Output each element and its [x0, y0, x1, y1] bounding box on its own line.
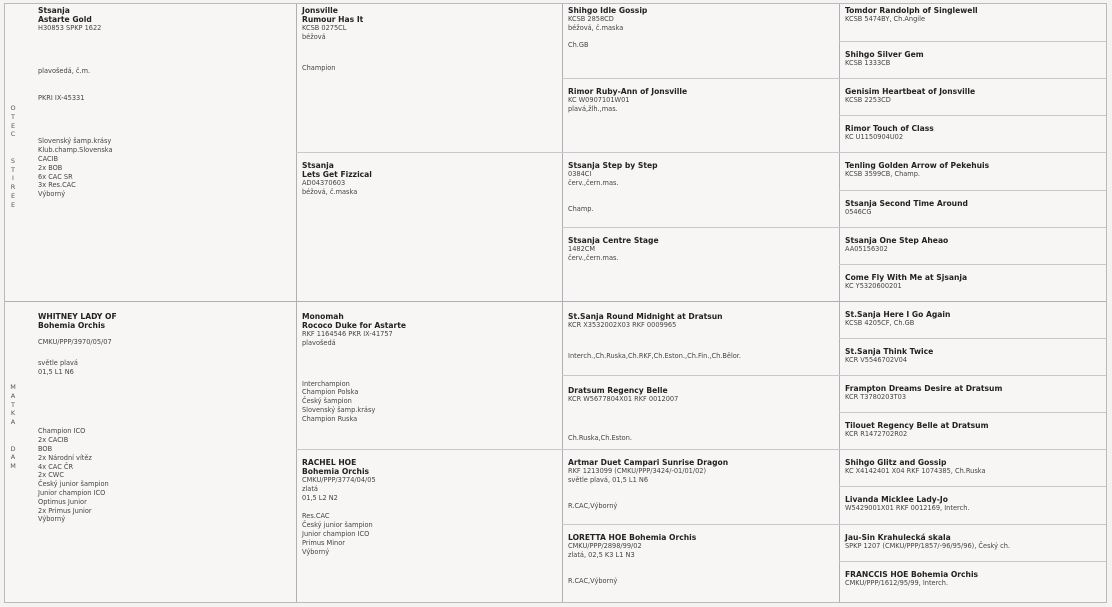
- ancestor-reg: 1482CM: [568, 245, 596, 253]
- ancestor-name: LORETTA HOE Bohemia Orchis: [568, 533, 697, 542]
- ancestor-title: Champion Ruska: [302, 414, 358, 423]
- gen4-cell: [840, 79, 1106, 115]
- ancestor-health: 01,5 L2 N2: [302, 493, 338, 502]
- gen4-cell: [840, 4, 1106, 41]
- ancestor-info: KCSB 1333CB: [845, 59, 891, 67]
- ancestor-name: Rimor Touch of Class: [845, 124, 934, 133]
- grandparent-cell: [297, 450, 562, 602]
- ancestor-title: Champion Polska: [302, 388, 359, 397]
- dam-title: 4x CAC ČR: [38, 462, 74, 471]
- dam-name-2: Bohemia Orchis: [38, 321, 106, 330]
- ancestor-name: Tilouet Regency Belle at Dratsum: [845, 421, 989, 430]
- ancestor-color: plavošedá: [302, 338, 336, 347]
- ancestor-note: Ch.GB: [568, 40, 589, 49]
- ancestor-title: Res.CAC: [302, 512, 330, 521]
- ancestor-name: RACHEL HOE: [302, 458, 357, 467]
- ancestor-name: Come Fly With Me at Sjsanja: [845, 273, 968, 282]
- ancestor-reg: KCSB 2858CD: [568, 15, 614, 23]
- sire-title: 2x BOB: [38, 163, 63, 172]
- sire-title: CACIB: [38, 154, 59, 163]
- dam-title: Výborný: [38, 515, 66, 524]
- ancestor-info: AA05156302: [845, 245, 888, 253]
- dam-title: 2x Primus Junior: [38, 506, 92, 515]
- ancestor-reg: CMKU/PPP/3774/04/05: [302, 476, 376, 484]
- dam-title: Optimus Junior: [38, 497, 87, 506]
- sire-name-2: Astarte Gold: [38, 15, 92, 24]
- great-grandparent-cell: [563, 450, 839, 524]
- sire-color: plavošedá, č.m.: [38, 66, 91, 75]
- ancestor-title: Interchampion: [302, 379, 350, 388]
- gen4-cell: [840, 302, 1106, 338]
- ancestor-name: Shihgo Idle Gossip: [568, 6, 648, 15]
- ancestor-note: Champ.: [568, 204, 594, 213]
- dam-title: 2x CWC: [38, 471, 64, 480]
- sire-title: 3x Res.CAC: [38, 181, 76, 190]
- ancestor-color: béžová: [302, 32, 326, 41]
- sire-reg: H30853 SPKP 1622: [38, 24, 102, 32]
- ancestor-title: Český junior šampion: [302, 521, 373, 530]
- ancestor-info: KCSB 5474BY, Ch.Angile: [845, 15, 926, 23]
- ancestor-color: plavá,žlh.,mas.: [568, 104, 618, 113]
- ancestor-name: Stsanja Step by Step: [568, 161, 658, 170]
- dam-title: 2x CACIB: [38, 436, 69, 445]
- ancestor-name: Frampton Dreams Desire at Dratsum: [845, 384, 1003, 393]
- ancestor-color: červ.,čern.mas.: [568, 178, 619, 187]
- dam-reg: CMKU/PPP/3970/05/07: [38, 338, 112, 346]
- ancestor-info: KCSB 4205CF, Ch.GB: [845, 319, 915, 327]
- gen4-cell: [840, 153, 1106, 190]
- ancestor-name-2: Lets Get Fizzical: [302, 170, 372, 179]
- dam-title: BOB: [38, 444, 53, 453]
- sire-title: Výborný: [38, 190, 66, 199]
- gen4-cell: [840, 265, 1106, 301]
- dam-title: Junior champion ICO: [38, 488, 106, 497]
- ancestor-name: Monomah: [302, 312, 344, 321]
- ancestor-name: Stsanja Second Time Around: [845, 199, 968, 208]
- ancestor-info: KC U1150904U02: [845, 133, 904, 141]
- ancestor-title: Český šampion: [302, 397, 352, 406]
- ancestor-title: Champion: [302, 63, 336, 72]
- grandparent-cell: [297, 153, 562, 301]
- gen4-cell: [840, 339, 1106, 375]
- gen4-cell: [840, 116, 1106, 152]
- sire-pkr: PKRI IX-45331: [38, 93, 85, 102]
- ancestor-color: červ.,čern.mas.: [568, 253, 619, 262]
- sire-title: 6x CAC SR: [38, 172, 73, 181]
- dam-color: světle plavá: [38, 358, 78, 367]
- ancestor-info: KCR V5546702V04: [845, 356, 908, 364]
- ancestor-color: zlatá: [302, 484, 318, 493]
- ancestor-reg: KCSB 0275CL: [302, 24, 347, 32]
- ancestor-color: béžová, č.maska: [302, 187, 358, 196]
- great-grandparent-cell: [563, 376, 839, 449]
- ancestor-title: Slovenský šamp.krásy: [302, 405, 376, 414]
- great-grandparent-cell: [563, 525, 839, 602]
- ancestor-title: Výborný: [302, 547, 330, 556]
- ancestor-name: St.Sanja Round Midnight at Dratsun: [568, 312, 723, 321]
- dam-title: 2x Národní vítěz: [38, 453, 92, 462]
- ancestor-name: FRANCCIS HOE Bohemia Orchis: [845, 570, 979, 579]
- ancestor-info: SPKP 1207 (CMKU/PPP/1857/-96/95/96), Český ch.: [845, 542, 1010, 550]
- ancestor-name: Artmar Duet Campari Sunrise Dragon: [568, 458, 729, 467]
- dam-title: Champion ICO: [38, 427, 86, 436]
- gen4-cell: [840, 191, 1106, 227]
- ancestor-name: Tenling Golden Arrow of Pekehuis: [845, 161, 990, 170]
- gen4-cell: [840, 42, 1106, 78]
- gen4-cell: [840, 376, 1106, 412]
- ancestor-info: KC X4142401 X04 RKF 1074385, Ch.Ruska: [845, 467, 986, 475]
- sire-title: Slovenský šamp.krásy: [38, 137, 112, 146]
- ancestor-info: KCSB 3599CB, Champ.: [845, 170, 921, 178]
- ancestor-name: Shihgo Glitz and Gossip: [845, 458, 947, 467]
- ancestor-name-2: Rococo Duke for Astarte: [302, 321, 407, 330]
- ancestor-name-2: Bohemia Orchis: [302, 467, 370, 476]
- ancestor-reg: CMKU/PPP/2898/99/02: [568, 542, 642, 550]
- ancestor-name: St.Sanja Think Twice: [845, 347, 934, 356]
- ancestor-name: Shihgo Silver Gem: [845, 50, 924, 59]
- ancestor-reg: AD04370603: [302, 179, 346, 187]
- ancestor-name: Stsanja: [302, 161, 334, 170]
- ancestor-info: 0546CG: [845, 208, 872, 216]
- ancestor-name: Dratsum Regency Belle: [568, 386, 668, 395]
- ancestor-name: Stsanja Centre Stage: [568, 236, 659, 245]
- dam-health: 01,5 L1 N6: [38, 367, 74, 376]
- ancestor-name: Jonsville: [302, 6, 338, 15]
- ancestor-title: Primus Minor: [302, 538, 345, 547]
- grandparent-cell: [297, 4, 562, 152]
- ancestor-name: Jau-Sin Krahulecká skala: [845, 533, 951, 542]
- ancestor-info: KCSB 2253CD: [845, 96, 891, 104]
- sire-title: Klub.champ.Slovenska: [38, 146, 113, 155]
- pedigree-document: [4, 3, 1107, 603]
- ancestor-name: Livanda Micklee Lady-Jo: [845, 495, 948, 504]
- ancestor-reg: 0384CI: [568, 170, 592, 178]
- dam-name: WHITNEY LADY OF: [38, 312, 117, 321]
- sire-name: Stsanja: [38, 6, 70, 15]
- ancestor-name: St.Sanja Here I Go Again: [845, 310, 951, 319]
- dam-title: Český junior šampion: [38, 480, 109, 489]
- great-grandparent-cell: [563, 4, 839, 78]
- ancestor-reg: RKF 1164546 PKR IX-41757: [302, 330, 393, 338]
- grandparent-cell: [297, 302, 562, 449]
- great-grandparent-cell: [563, 228, 839, 301]
- ancestor-reg: KCR W5677804X01 RKF 0012007: [568, 395, 679, 403]
- gen4-cell: [840, 562, 1106, 602]
- ancestor-reg: RKF 1213099 (CMKU/PPP/3424/-01/01/02): [568, 467, 707, 475]
- ancestor-title: Junior champion ICO: [302, 529, 370, 538]
- ancestor-reg: KC W0907101W01: [568, 96, 630, 104]
- gen4-cell: [840, 228, 1106, 264]
- sire-side-label: O T E C S T I R E E: [10, 104, 16, 209]
- great-grandparent-cell: [563, 79, 839, 152]
- ancestor-name: Genisim Heartbeat of Jonsville: [845, 87, 976, 96]
- ancestor-note: Ch.Ruska,Ch.Eston.: [568, 433, 632, 442]
- ancestor-info: KC Y5320600201: [845, 282, 902, 290]
- dam-side-label: M A T K A D A M: [10, 383, 16, 471]
- gen4-cell: [840, 487, 1106, 524]
- great-grandparent-cell: [563, 302, 839, 375]
- ancestor-color: béžová, č.maska: [568, 23, 624, 32]
- ancestor-note: Interch.,Ch.Ruska,Ch.RKF,Ch.Eston.,Ch.Fin.,Ch.Bělor.: [568, 351, 742, 360]
- ancestor-name: Rimor Ruby-Ann of Jonsville: [568, 87, 688, 96]
- sire-cell: [33, 4, 295, 301]
- ancestor-color: světle plavá, 01,5 L1 N6: [568, 475, 649, 484]
- dam-cell: [33, 310, 295, 602]
- ancestor-note: R.CAC,Výborný: [568, 501, 618, 510]
- ancestor-note: R.CAC,Výborný: [568, 576, 618, 585]
- ancestor-name-2: Rumour Has It: [302, 15, 364, 24]
- ancestor-name: Stsanja One Step Aheao: [845, 236, 949, 245]
- ancestor-info: KCR R1472702R02: [845, 430, 908, 438]
- gen4-cell: [840, 525, 1106, 561]
- ancestor-info: CMKU/PPP/1612/95/99, Interch.: [845, 579, 949, 587]
- gen4-cell: [840, 450, 1106, 486]
- ancestor-info: KCR T3780203T03: [845, 393, 907, 401]
- ancestor-reg: KCR X3532002X03 RKF 0009965: [568, 321, 677, 329]
- ancestor-name: Tomdor Randolph of Singlewell: [845, 6, 978, 15]
- gen4-cell: [840, 413, 1106, 449]
- great-grandparent-cell: [563, 153, 839, 227]
- ancestor-color: zlatá, 02,5 K3 L1 N3: [568, 550, 635, 559]
- ancestor-info: W5429001X01 RKF 0012169, Interch.: [845, 504, 970, 512]
